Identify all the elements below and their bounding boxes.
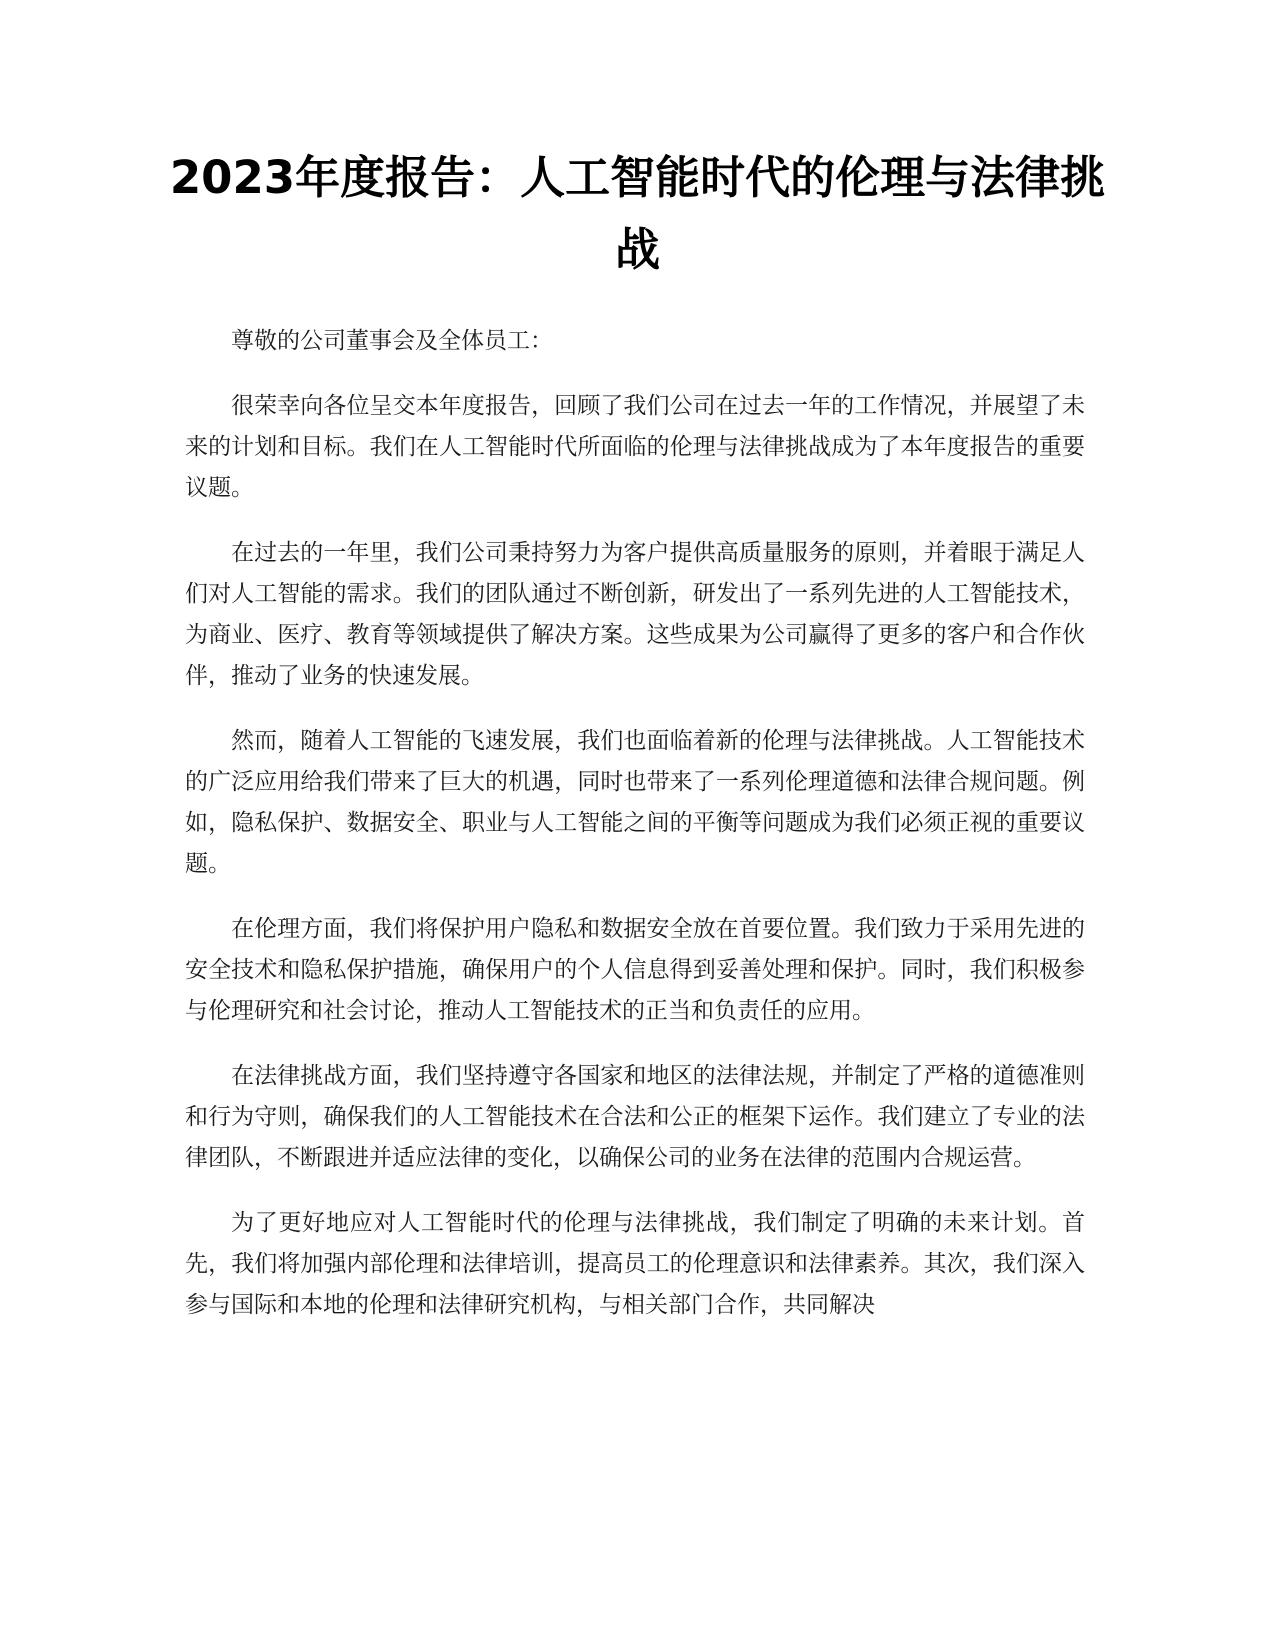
salutation-paragraph: 尊敬的公司董事会及全体员工： [231, 328, 553, 354]
body-paragraph: 很荣幸向各位呈交本年度报告，回顾了我们公司在过去一年的工作情况，并展望了未来的计划和目标。我们在人工智能时代所面临的伦理与法律挑战成为了本年度报告的重要议题。 [185, 393, 1085, 501]
body-paragraph: 为了更好地应对人工智能时代的伦理与法律挑战，我们制定了明确的未来计划。首先，我们将加强内部伦理和法律培训，提高员工的伦理意识和法律素养。其次，我们深入参与国际和本地的伦理和法律研究机构，与相关部门合作，共同解决 [185, 1210, 1085, 1318]
document-title: 2023年度报告：人工智能时代的伦理与法律挑战 [169, 151, 1106, 276]
body-paragraph: 然而，随着人工智能的飞速发展，我们也面临着新的伦理与法律挑战。人工智能技术的广泛应用给我们带来了巨大的机遇，同时也带来了一系列伦理道德和法律合规问题。例如，隐私保护、数据安全、职业与人工智能之间的平衡等问题成为我们必须正视的重要议题。 [185, 728, 1085, 877]
body-paragraph: 在过去的一年里，我们公司秉持努力为客户提供高质量服务的原则，并着眼于满足人们对人工智能的需求。我们的团队通过不断创新，研发出了一系列先进的人工智能技术，为商业、医疗、教育等领域提供了解决方案。这些成果为公司赢得了更多的客户和合作伙伴，推动了业务的快速发展。 [185, 540, 1085, 689]
body-paragraph: 在法律挑战方面，我们坚持遵守各国家和地区的法律法规，并制定了严格的道德准则和行为守则，确保我们的人工智能技术在合法和公正的框架下运作。我们建立了专业的法律团队，不断跟进并适应法律的变化，以确保公司的业务在法律的范围内合规运营。 [185, 1063, 1085, 1171]
body-paragraph: 在伦理方面，我们将保护用户隐私和数据安全放在首要位置。我们致力于采用先进的安全技术和隐私保护措施，确保用户的个人信息得到妥善处理和保护。同时，我们积极参与伦理研究和社会讨论，推动人工智能技术的正当和负责任的应用。 [185, 916, 1085, 1024]
document-body [185, 321, 1085, 1350]
